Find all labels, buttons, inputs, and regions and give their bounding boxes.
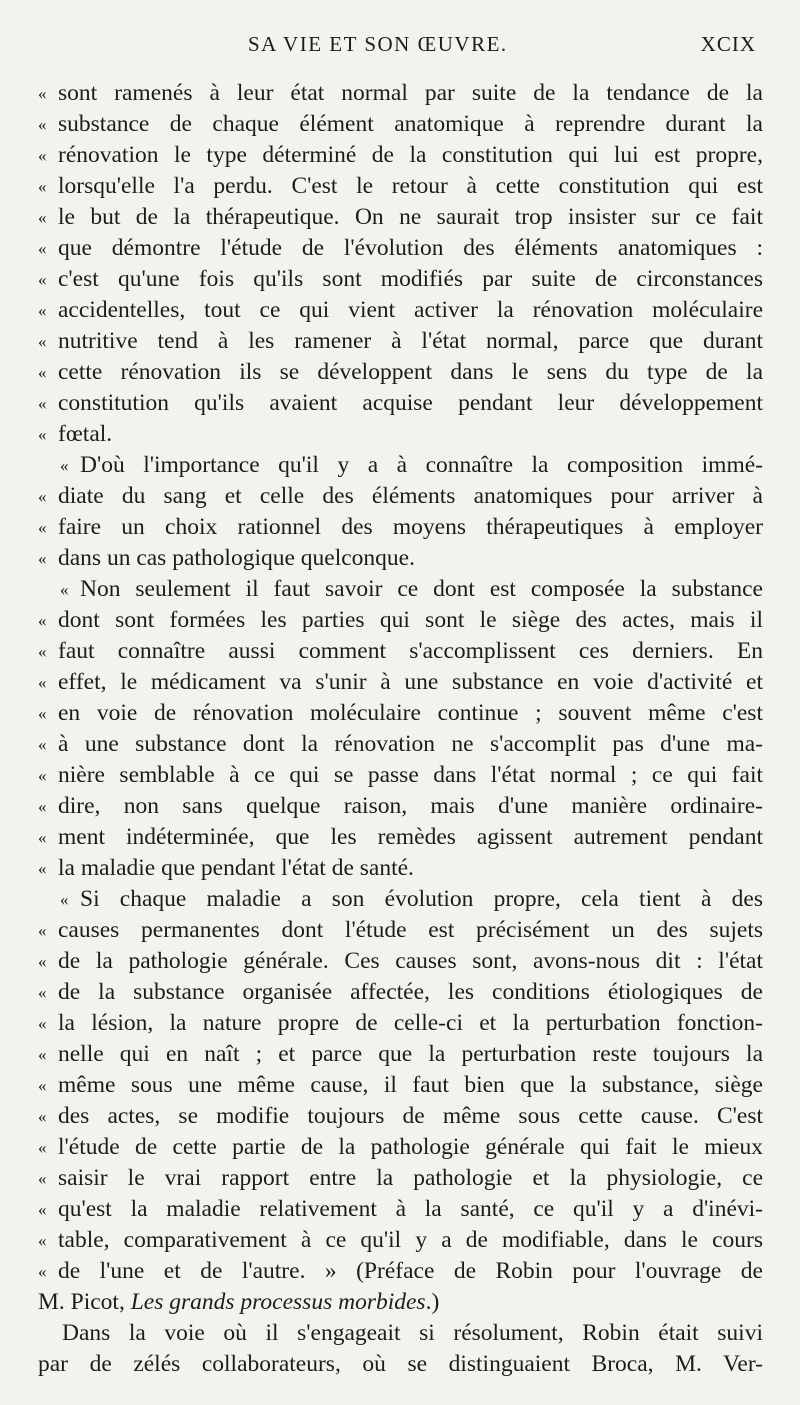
text-line: «constitution qu'ils avaient acquise pendant leur développement [38, 390, 763, 416]
text-line: «la maladie que pendant l'état de santé. [38, 855, 414, 881]
text-line: «faut connaître aussi comment s'accomplissent ces derniers. En [38, 638, 763, 664]
text-line: «diate du sang et celle des éléments anatomiques pour arriver à [38, 483, 763, 509]
text-line: «de la substance organisée affectée, les conditions étiologiques de [38, 979, 763, 1005]
text-line: «cette rénovation ils se développent dans le sens du type de la [38, 359, 763, 385]
text-line: «le but de la thérapeutique. On ne saurait trop insister sur ce fait [38, 204, 763, 230]
text-line: «Non seulement il faut savoir ce dont est composée la substance [60, 576, 763, 602]
text-line: «accidentelles, tout ce qui vient activer la rénovation moléculaire [38, 297, 763, 323]
text-line: «lorsqu'elle l'a perdu. C'est le retour à cette constitution qui est [38, 173, 763, 199]
text-line: «à une substance dont la rénovation ne s'accomplit pas d'une ma- [38, 731, 763, 757]
book-title-italic: Les grands processus morbides [130, 1289, 426, 1315]
running-title: SA VIE ET SON ŒUVRE. [248, 32, 508, 56]
page-number: XCIX [700, 32, 756, 56]
text-line: «même sous une même cause, il faut bien que la substance, siège [38, 1072, 763, 1098]
text-line: «en voie de rénovation moléculaire continue ; souvent même c'est [38, 700, 763, 726]
text-line: par de zélés collaborateurs, où se distinguaient Broca, M. Ver- [38, 1351, 763, 1377]
text-line: «Si chaque maladie a son évolution propre, cela tient à des [60, 886, 763, 912]
text-line: «sont ramenés à leur état normal par suite de la tendance de la [38, 80, 763, 106]
text-line: «nelle qui en naît ; et parce que la perturbation reste toujours la [38, 1041, 763, 1067]
text-line: «que démontre l'étude de l'évolution des éléments anatomiques : [38, 235, 763, 261]
text-line: «D'où l'importance qu'il y a à connaître la composition immé- [60, 452, 763, 478]
text-line: «des actes, se modifie toujours de même sous cette cause. C'est [38, 1103, 763, 1129]
text-line: «qu'est la maladie relativement à la santé, ce qu'il y a d'inévi- [38, 1196, 763, 1222]
page-header [0, 32, 800, 62]
text-line: «de la pathologie générale. Ces causes sont, avons-nous dit : l'état [38, 948, 763, 974]
text-line: «table, comparativement à ce qu'il y a de modifiable, dans le cours [38, 1227, 763, 1253]
text-line: «la lésion, la nature propre de celle-ci et la perturbation fonction- [38, 1010, 763, 1036]
text-line: «dont sont formées les parties qui sont le siège des actes, mais il [38, 607, 763, 633]
text-line: «c'est qu'une fois qu'ils sont modifiés par suite de circonstances [38, 266, 763, 292]
text-line: «substance de chaque élément anatomique à reprendre durant la [38, 111, 763, 137]
text-line: «causes permanentes dont l'étude est précisément un des sujets [38, 917, 763, 943]
text-line: «nière semblable à ce qui se passe dans l'état normal ; ce qui fait [38, 762, 763, 788]
text-line: «rénovation le type déterminé de la constitution qui lui est propre, [38, 142, 763, 168]
text-line: «saisir le vrai rapport entre la pathologie et la physiologie, ce [38, 1165, 763, 1191]
text-line: «faire un choix rationnel des moyens thérapeutiques à employer [38, 514, 763, 540]
text-line: «nutritive tend à les ramener à l'état normal, parce que durant [38, 328, 763, 354]
text-line: «effet, le médicament va s'unir à une substance en voie d'activité et [38, 669, 763, 695]
text-line: «de l'une et de l'autre. » (Préface de Robin pour l'ouvrage de [38, 1258, 763, 1284]
text-line: M. Picot, Les grands processus morbides.) [38, 1289, 440, 1315]
text-line: «dans un cas pathologique quelconque. [38, 545, 415, 571]
text-line: «ment indéterminée, que les remèdes agissent autrement pendant [38, 824, 763, 850]
body-text [38, 78, 763, 1380]
text-line: «l'étude de cette partie de la pathologie générale qui fait le mieux [38, 1134, 763, 1160]
text-line: Dans la voie où il s'engageait si résolument, Robin était suivi [62, 1320, 763, 1346]
text-line: «fœtal. [38, 421, 113, 447]
text-line: «dire, non sans quelque raison, mais d'une manière ordinaire- [38, 793, 763, 819]
